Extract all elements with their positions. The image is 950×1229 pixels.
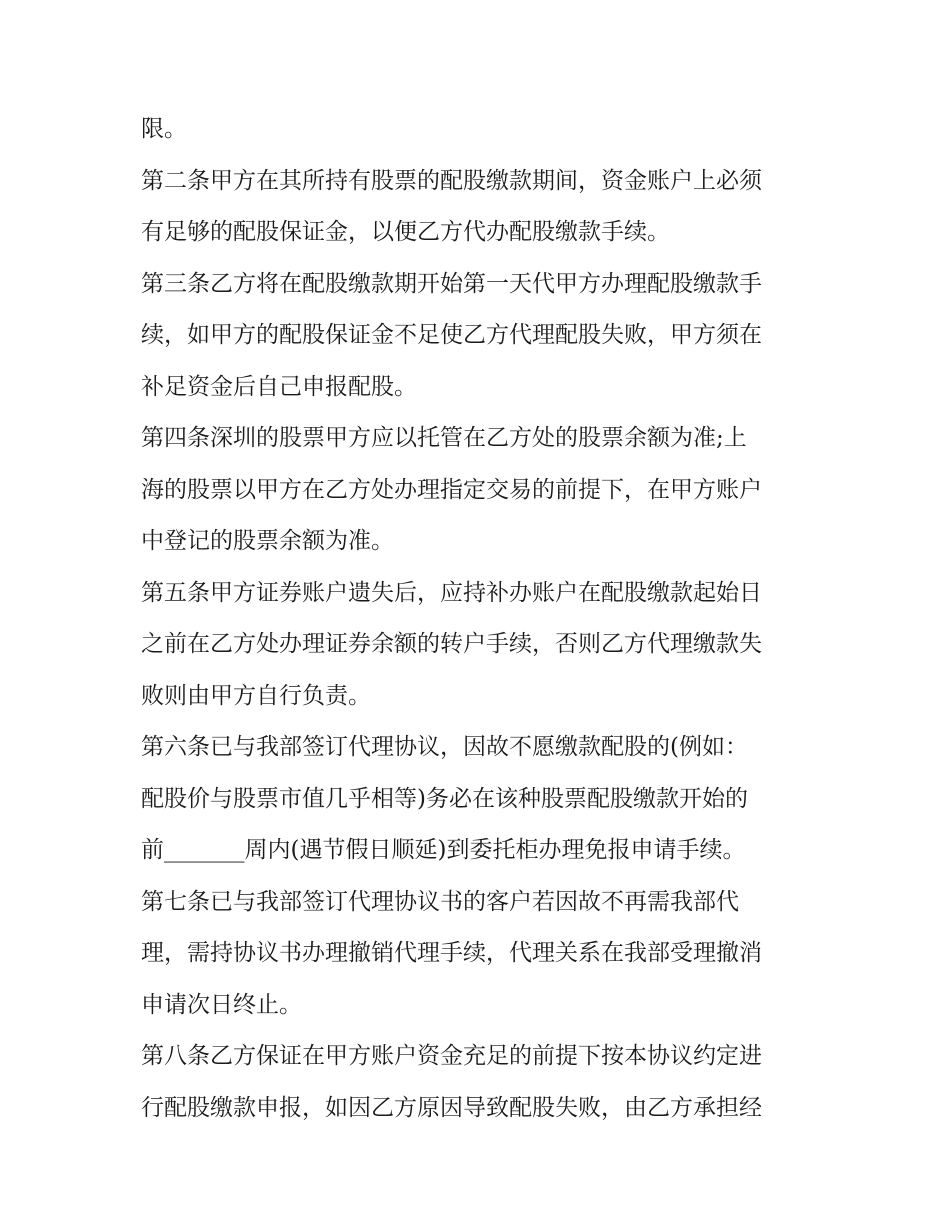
text-line: 第五条甲方证券账户遗失后，应持补办账户在配股缴款起始日: [141, 579, 762, 606]
text-line: 败则由甲方自行负责。: [141, 682, 371, 709]
text-line: 行配股缴款申报，如因乙方原因导致配股失败，由乙方承担经: [141, 1094, 762, 1121]
text-line: 前_______周内(遇节假日顺延)到委托柜办理免报申请手续。: [141, 837, 746, 863]
text-line: 海的股票以甲方在乙方处办理指定交易的前提下，在甲方账户: [141, 476, 762, 503]
text-line: 第二条甲方在其所持有股票的配股缴款期间，资金账户上必须: [141, 167, 762, 194]
agreement-text-body: [141, 104, 813, 1134]
text-line: 之前在乙方处办理证券余额的转户手续，否则乙方代理缴款失: [141, 631, 762, 657]
text-line: 配股价与股票市值几乎相等)务必在该种股票配股缴款开始的: [141, 785, 748, 812]
text-line: 第三条乙方将在配股缴款期开始第一天代甲方办理配股缴款手: [141, 270, 762, 297]
text-line: 理，需持协议书办理撤销代理手续，代理关系在我部受理撤消: [141, 940, 762, 966]
text-line: 中登记的股票余额为准。: [141, 528, 394, 554]
text-line: 补足资金后自己申报配股。: [141, 373, 417, 400]
text-line: 第八条乙方保证在甲方账户资金充足的前提下按本协议约定进: [141, 1043, 762, 1069]
text-line: 限。: [141, 116, 187, 142]
text-line: 有足够的配股保证金，以便乙方代办配股缴款手续。: [141, 219, 670, 245]
text-line: 第四条深圳的股票甲方应以托管在乙方处的股票余额为准;上: [141, 425, 747, 451]
text-line: 申请次日终止。: [141, 991, 302, 1018]
text-line: 续，如甲方的配股保证金不足使乙方代理配股失败，甲方须在: [141, 322, 762, 348]
text-line: 第六条已与我部签订代理协议，因故不愿缴款配股的(例如：: [141, 734, 748, 760]
text-line: 第七条已与我部签订代理协议书的客户若因故不再需我部代: [141, 888, 739, 915]
